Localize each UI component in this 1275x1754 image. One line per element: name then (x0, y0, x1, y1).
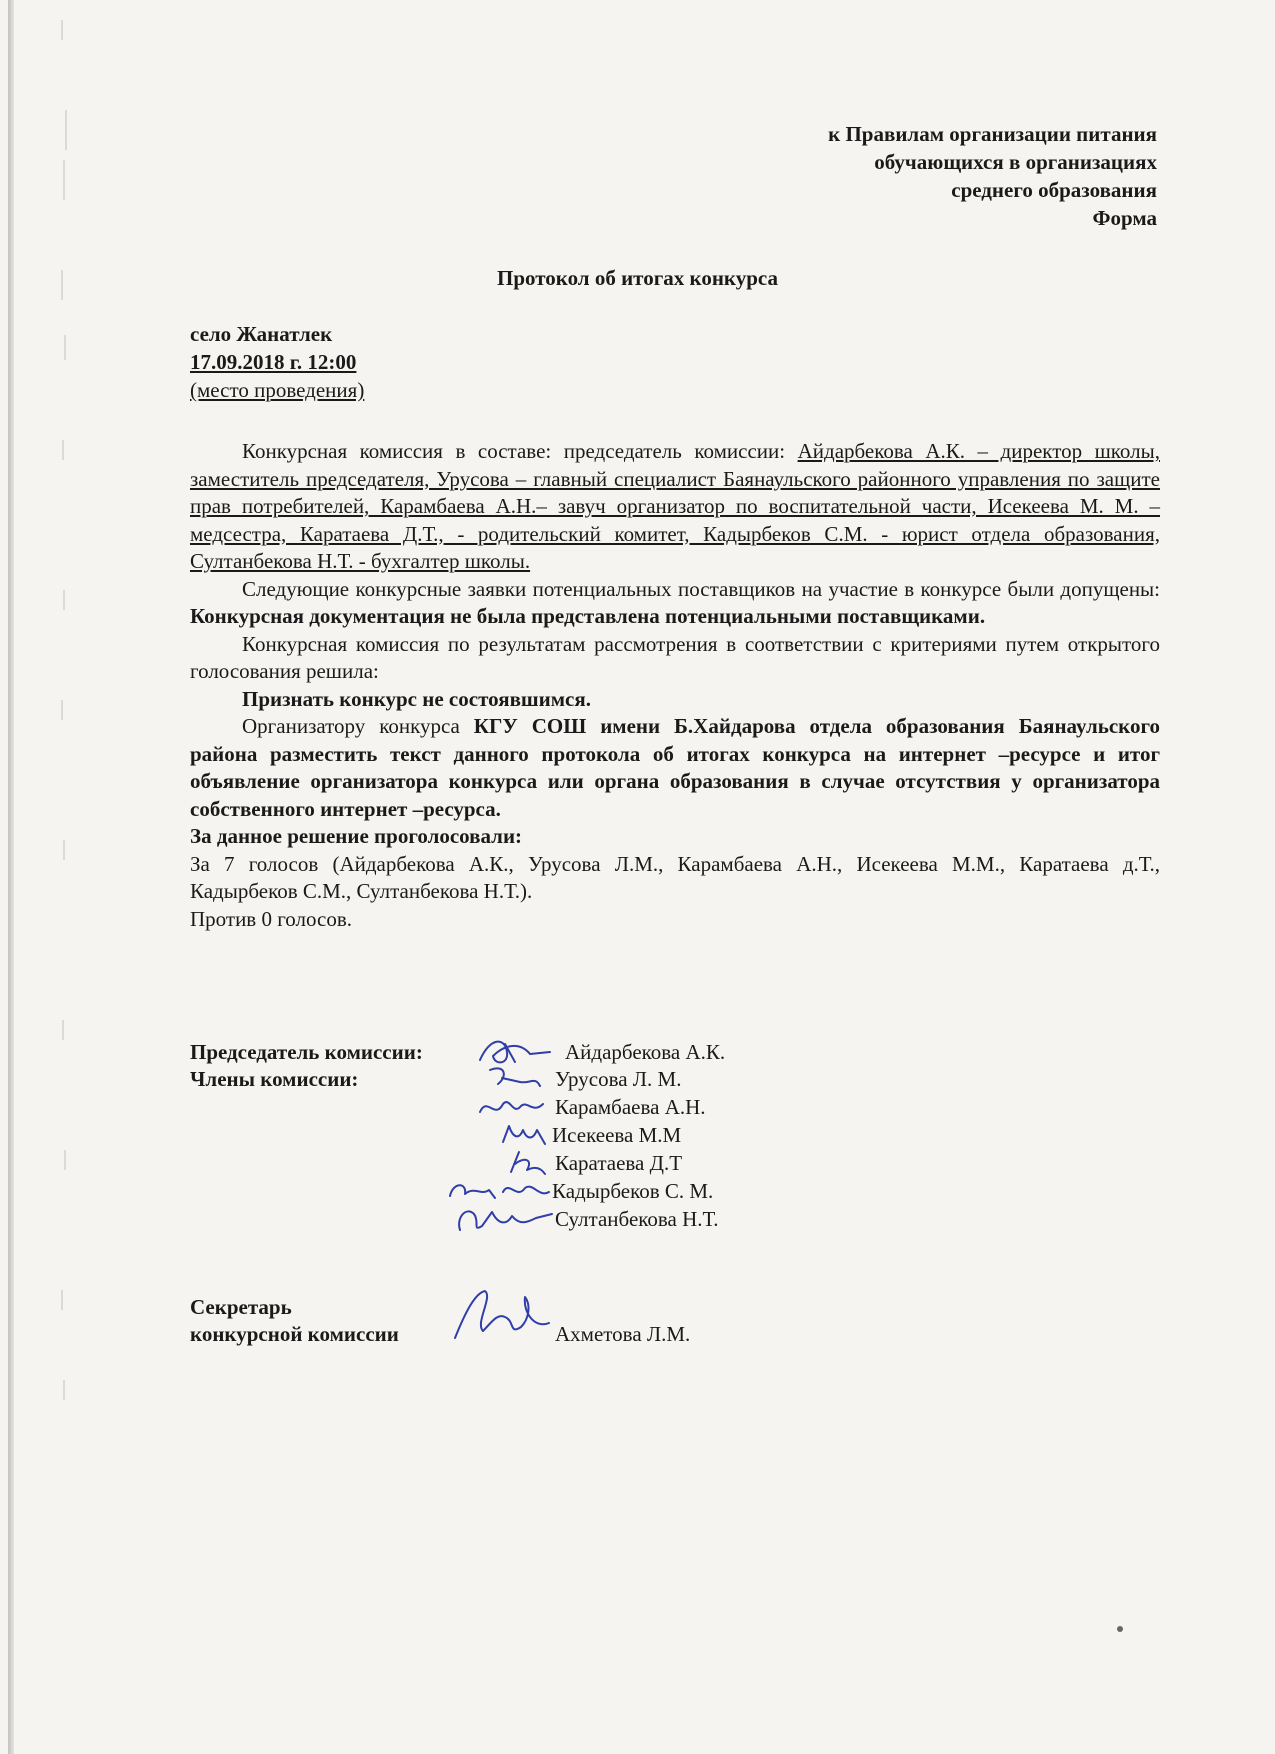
votes-for: За 7 голосов (Айдарбекова А.К., Урусова Л.М., Карамбаева А.Н., Исекеева М.М., Каратаева д.Т., Кадырбеков С.М., Султанбекова Н.Т.). (190, 851, 1160, 903)
header-line-1: к Правилам организации питания (828, 122, 1157, 146)
secretary-signature (445, 1283, 555, 1353)
chair-label: Председатель комиссии: (190, 1040, 423, 1064)
secretary-block (190, 1295, 1090, 1375)
commission-intro: Конкурсная комиссия в составе: председатель комиссии: (242, 439, 798, 463)
chair-name: Айдарбекова А.К. (565, 1040, 726, 1064)
header-line-4: Форма (1092, 206, 1157, 230)
scan-speck (1117, 1626, 1123, 1632)
member-name: Урусова Л. М. (555, 1067, 682, 1091)
place-caption: (место проведения) (190, 378, 365, 402)
organizer-intro: Организатору конкурса (242, 714, 474, 738)
organizer-text: КГУ СОШ имени Б.Хайдарова отдела образования Баянаульского района разместить текст данного протокола об итогах конкурса на интернет –ресурсе и итог объявление организатора конкурса или органа образования в случае отсутствия у организатора собственного интернет –ресурса. (190, 714, 1160, 821)
place-and-date (190, 320, 364, 404)
scan-artifacts (40, 0, 100, 1754)
protocol-body (190, 438, 1160, 933)
secretary-label-line-1: Секретарь (190, 1295, 292, 1319)
votes-against: Против 0 голосов. (190, 906, 353, 931)
applications-result: Конкурсная документация не была представлена потенциальными поставщиками. (190, 604, 986, 628)
organizer-paragraph (190, 713, 1160, 823)
decision-intro-paragraph: Конкурсная комиссия по результатам рассмотрения в соответствии с критериями путем открытого голосования решила: (190, 631, 1160, 683)
member-name: Кадырбеков С. М. (552, 1179, 714, 1203)
commission-members: Айдарбекова А.К. – директор школы, заместитель председателя, Урусова – главный специалист Баянаульского районного управления по защите прав потребителей, Карамбаева А.Н.– завуч организатор по воспитательной части, Исекеева М. М. – медсестра, Каратаева Д.Т., - родительский комитет, Кадырбеков С.М. - юрист отдела образования, Султанбекова Н.Т. - бухгалтер школы. (190, 439, 1160, 573)
village-name: село Жанатлек (190, 322, 333, 346)
decision-paragraph: Признать конкурс не состоявшимся. (242, 686, 591, 711)
header-line-2: обучающихся в организациях (874, 150, 1157, 174)
header-line-3: среднего образования (951, 178, 1157, 202)
voted-heading: За данное решение проголосовали: (190, 824, 523, 848)
member-name: Каратаева Д.Т (555, 1151, 683, 1175)
secretary-label-line-2: конкурсной комиссии (190, 1322, 399, 1346)
secretary-name: Ахметова Л.М. (555, 1322, 691, 1346)
member-name: Карамбаева А.Н. (555, 1095, 706, 1119)
form-header (828, 120, 1157, 232)
member-name: Исекеева М.М (552, 1123, 682, 1147)
commission-paragraph (190, 438, 1160, 576)
members-label: Члены комиссии: (190, 1067, 359, 1091)
signatures-block (190, 1040, 1090, 1260)
meeting-datetime: 17.09.2018 г. 12:00 (190, 350, 357, 374)
member-name: Султанбекова Н.Т. (555, 1207, 719, 1231)
applications-paragraph (190, 576, 1160, 631)
applications-intro: Следующие конкурсные заявки потенциальных поставщиков на участие в конкурсе были допущены: (242, 576, 1160, 601)
member-signature (452, 1200, 557, 1240)
document-title: Протокол об итогах конкурса (496, 266, 778, 290)
scan-edge-shadow (8, 0, 14, 1754)
